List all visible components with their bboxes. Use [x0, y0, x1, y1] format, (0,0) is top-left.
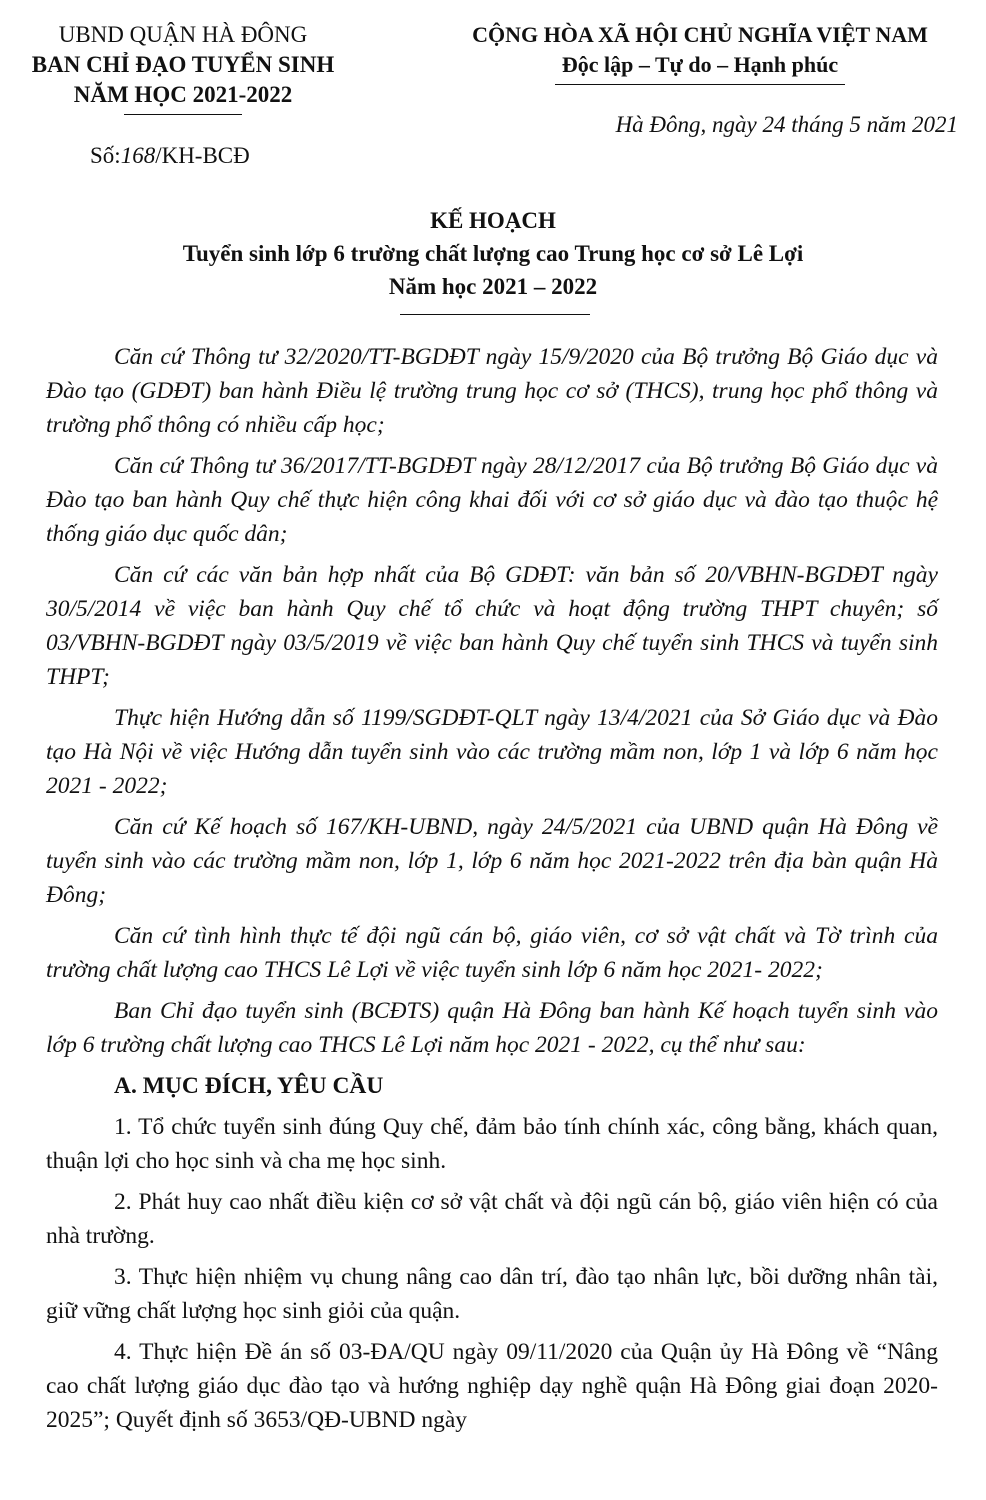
national-title: CỘNG HÒA XÃ HỘI CHỦ NGHĨA VIỆT NAM	[472, 22, 928, 47]
title-underline	[400, 314, 590, 315]
preamble-paragraph: Căn cứ tình hình thực tế đội ngũ cán bộ, giáo viên, cơ sở vật chất và Tờ trình của trường chất lượng cao THCS Lê Lợi về việc tuyển sinh lớp 6 năm học 2021- 2022;	[46, 923, 938, 983]
section-a-item: 3. Thực hiện nhiệm vụ chung nâng cao dân trí, đào tạo nhân lực, bồi dưỡng nhân tài, giữ vững chất lượng học sinh giỏi của quận.	[46, 1264, 938, 1324]
doc-no-value: 168	[120, 143, 156, 168]
national-header	[430, 20, 970, 85]
national-motto: Độc lập – Tự do – Hạnh phúc	[561, 52, 839, 77]
document-date: Hà Đông, ngày 24 tháng 5 năm 2021	[615, 112, 958, 137]
preamble-paragraph: Ban Chỉ đạo tuyển sinh (BCĐTS) quận Hà Đông ban hành Kế hoạch tuyển sinh vào lớp 6 trường chất lượng cao THCS Lê Lợi năm học 2021 - 2022, cụ thể như sau:	[46, 998, 938, 1058]
preamble-paragraph: Căn cứ Thông tư 32/2020/TT-BGDĐT ngày 15/9/2020 của Bộ trưởng Bộ Giáo dục và Đào tạo (GDĐT) ban hành Điều lệ trường trung học cơ sở (THCS), trung học phổ thông và trường phổ thông có nhiều cấp học;	[46, 344, 938, 438]
document-subtitle: Tuyển sinh lớp 6 trường chất lượng cao Trung học cơ sở Lê Lợi	[182, 241, 804, 266]
section-a-item: 2. Phát huy cao nhất điều kiện cơ sở vật chất và đội ngũ cán bộ, giáo viên hiện có của nhà trường.	[46, 1189, 938, 1249]
issuer-header	[18, 20, 348, 115]
preamble-paragraph: Căn cứ Kế hoạch số 167/KH-UBND, ngày 24/5/2021 của UBND quận Hà Đông về tuyển sinh vào các trường mầm non, lớp 1, lớp 6 năm học 2021-2022 trên địa bàn quận Hà Đông;	[46, 814, 938, 908]
document-school-year: Năm học 2021 – 2022	[388, 274, 598, 299]
issuer-underline	[124, 114, 242, 115]
section-a-item: 4. Thực hiện Đề án số 03-ĐA/QU ngày 09/11/2020 của Quận ủy Hà Đông về “Nâng cao chất lượng giáo dục đào tạo và hướng nghiệp dạy nghề quận Hà Đông giai đoạn 2020-2025”; Quyết định số 3653/QĐ-UBND ngày	[46, 1339, 938, 1433]
issuer-line-2: BAN CHỈ ĐẠO TUYỂN SINH	[31, 52, 335, 77]
section-a-heading: A. MỤC ĐÍCH, YÊU CẦU	[114, 1073, 384, 1099]
issuer-line-3: NĂM HỌC 2021-2022	[73, 82, 293, 107]
doc-no-suffix: /KH-BCĐ	[155, 143, 250, 168]
preamble-paragraph: Căn cứ các văn bản hợp nhất của Bộ GDĐT: văn bản số 20/VBHN-BGDĐT ngày 30/5/2014 về việc ban hành Quy chế tổ chức và hoạt động trường THPT chuyên; số 03/VBHN-BGDĐT ngày 03/5/2019 về việc ban hành Quy chế tuyển sinh THCS và tuyển sinh THPT;	[46, 562, 938, 690]
motto-underline	[555, 84, 845, 85]
preamble-paragraph: Căn cứ Thông tư 36/2017/TT-BGDĐT ngày 28/12/2017 của Bộ trưởng Bộ Giáo dục và Đào tạo ban hành Quy chế thực hiện công khai đối với cơ sở giáo dục và đào tạo thuộc hệ thống giáo dục quốc dân;	[46, 453, 938, 547]
preamble-paragraph: Thực hiện Hướng dẫn số 1199/SGDĐT-QLT ngày 13/4/2021 của Sở Giáo dục và Đào tạo Hà Nội về việc Hướng dẫn tuyển sinh vào các trường mầm non, lớp 1 và lớp 6 năm học 2021 - 2022;	[46, 705, 938, 799]
issuer-line-1: UBND QUẬN HÀ ĐÔNG	[58, 22, 308, 47]
document-title: KẾ HOẠCH	[430, 208, 556, 233]
document-number	[90, 143, 250, 169]
document-body	[46, 340, 938, 1444]
doc-no-prefix: Số:	[90, 143, 121, 168]
section-a-item: 1. Tổ chức tuyển sinh đúng Quy chế, đảm bảo tính chính xác, công bằng, khách quan, thuận lợi cho học sinh và cha mẹ học sinh.	[46, 1114, 938, 1174]
